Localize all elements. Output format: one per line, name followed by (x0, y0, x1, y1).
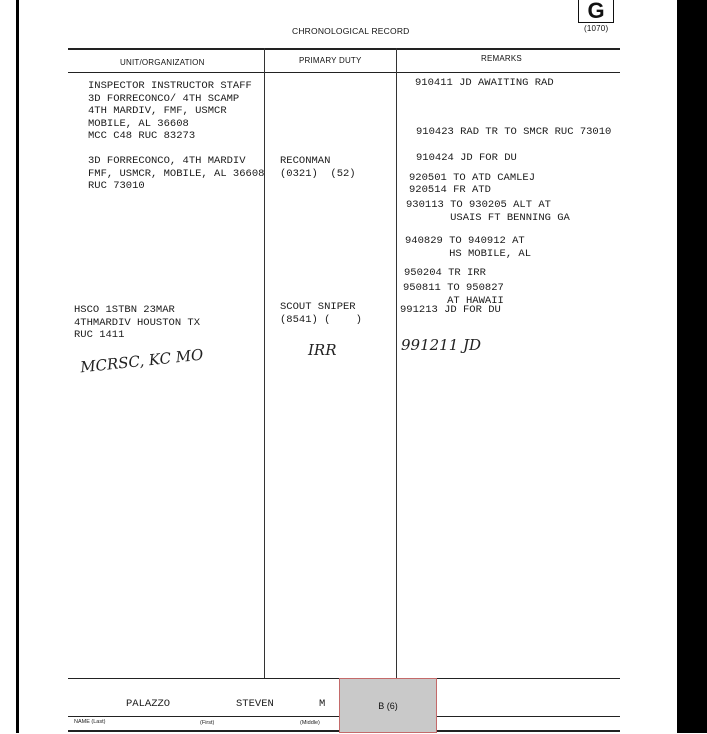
label-first-name: (First) (200, 720, 215, 726)
column-header-remarks: REMARKS (481, 54, 522, 63)
unit-line: 4THMARDIV HOUSTON TX (74, 316, 201, 329)
unit-entry (74, 304, 200, 342)
unit-entry (88, 80, 252, 143)
unit-line: 3D FORRECONCO, 4TH MARDIV (88, 155, 246, 167)
column-divider-1 (264, 48, 265, 678)
handwritten-remarks: 991211 JD (401, 336, 482, 354)
duty-line: (8541) ( ) (280, 313, 362, 326)
duty-entry (280, 155, 356, 180)
unit-line: MCC C48 RUC 83273 (88, 130, 196, 142)
last-name: PALAZZO (126, 698, 171, 710)
remark-entry: 920501 TO ATD CAMLEJ (409, 172, 536, 184)
unit-line: MOBILE, AL 36608 (88, 117, 189, 130)
form-letter-box: G (578, 0, 614, 23)
unit-line: HSCO 1STBN 23MAR (74, 304, 175, 316)
remark-entry: 910411 JD AWAITING RAD (415, 77, 554, 89)
header-bottom-border (68, 72, 620, 73)
middle-initial: M (319, 698, 326, 710)
duty-line: SCOUT SNIPER (280, 301, 356, 313)
first-name: STEVEN (236, 698, 274, 710)
remark-entry: 910424 JD FOR DU (416, 152, 517, 164)
column-divider-2 (396, 48, 397, 678)
handwritten-unit: MCRSC, KC MO (79, 345, 205, 377)
remark-entry: 920514 FR ATD (409, 184, 491, 196)
label-last-name: NAME (Last) (74, 719, 106, 725)
remark-entry: 910423 RAD TR TO SMCR RUC 73010 (416, 126, 612, 138)
left-page-edge (16, 0, 19, 733)
unit-line: RUC 1411 (74, 329, 125, 341)
unit-line: 3D FORRECONCO/ 4TH SCAMP (88, 92, 240, 105)
remark-entry: 930113 TO 930205 ALT AT USAIS FT BENNING GA (406, 199, 570, 224)
remark-entry: 950811 TO 950827 AT HAWAII (403, 282, 504, 307)
unit-line: INSPECTOR INSTRUCTOR STAFF (88, 80, 252, 92)
form-code: (1070) (584, 24, 609, 33)
right-page-edge (677, 0, 707, 733)
redaction-box: B (6) (339, 678, 437, 733)
unit-entry (88, 155, 264, 193)
page-title: CHRONOLOGICAL RECORD (292, 26, 410, 36)
duty-line: RECONMAN (280, 155, 331, 167)
remark-entry: 940829 TO 940912 AT HS MOBILE, AL (405, 235, 532, 260)
unit-line: FMF, USMCR, MOBILE, AL 36608 (88, 167, 265, 180)
unit-line: 4TH MARDIV, FMF, USMCR (88, 105, 227, 117)
label-middle-name: (Middle) (300, 720, 320, 726)
table-top-border (68, 48, 620, 50)
remark-entry: 950204 TR IRR (404, 267, 486, 279)
column-header-unit: UNIT/ORGANIZATION (120, 58, 205, 67)
handwritten-duty: IRR (308, 341, 337, 359)
duty-entry (280, 301, 362, 326)
duty-line: (0321) (52) (280, 167, 356, 180)
column-header-duty: PRIMARY DUTY (299, 56, 362, 65)
remark-entry: 991213 JD FOR DU (400, 304, 501, 316)
unit-line: RUC 73010 (88, 180, 145, 192)
